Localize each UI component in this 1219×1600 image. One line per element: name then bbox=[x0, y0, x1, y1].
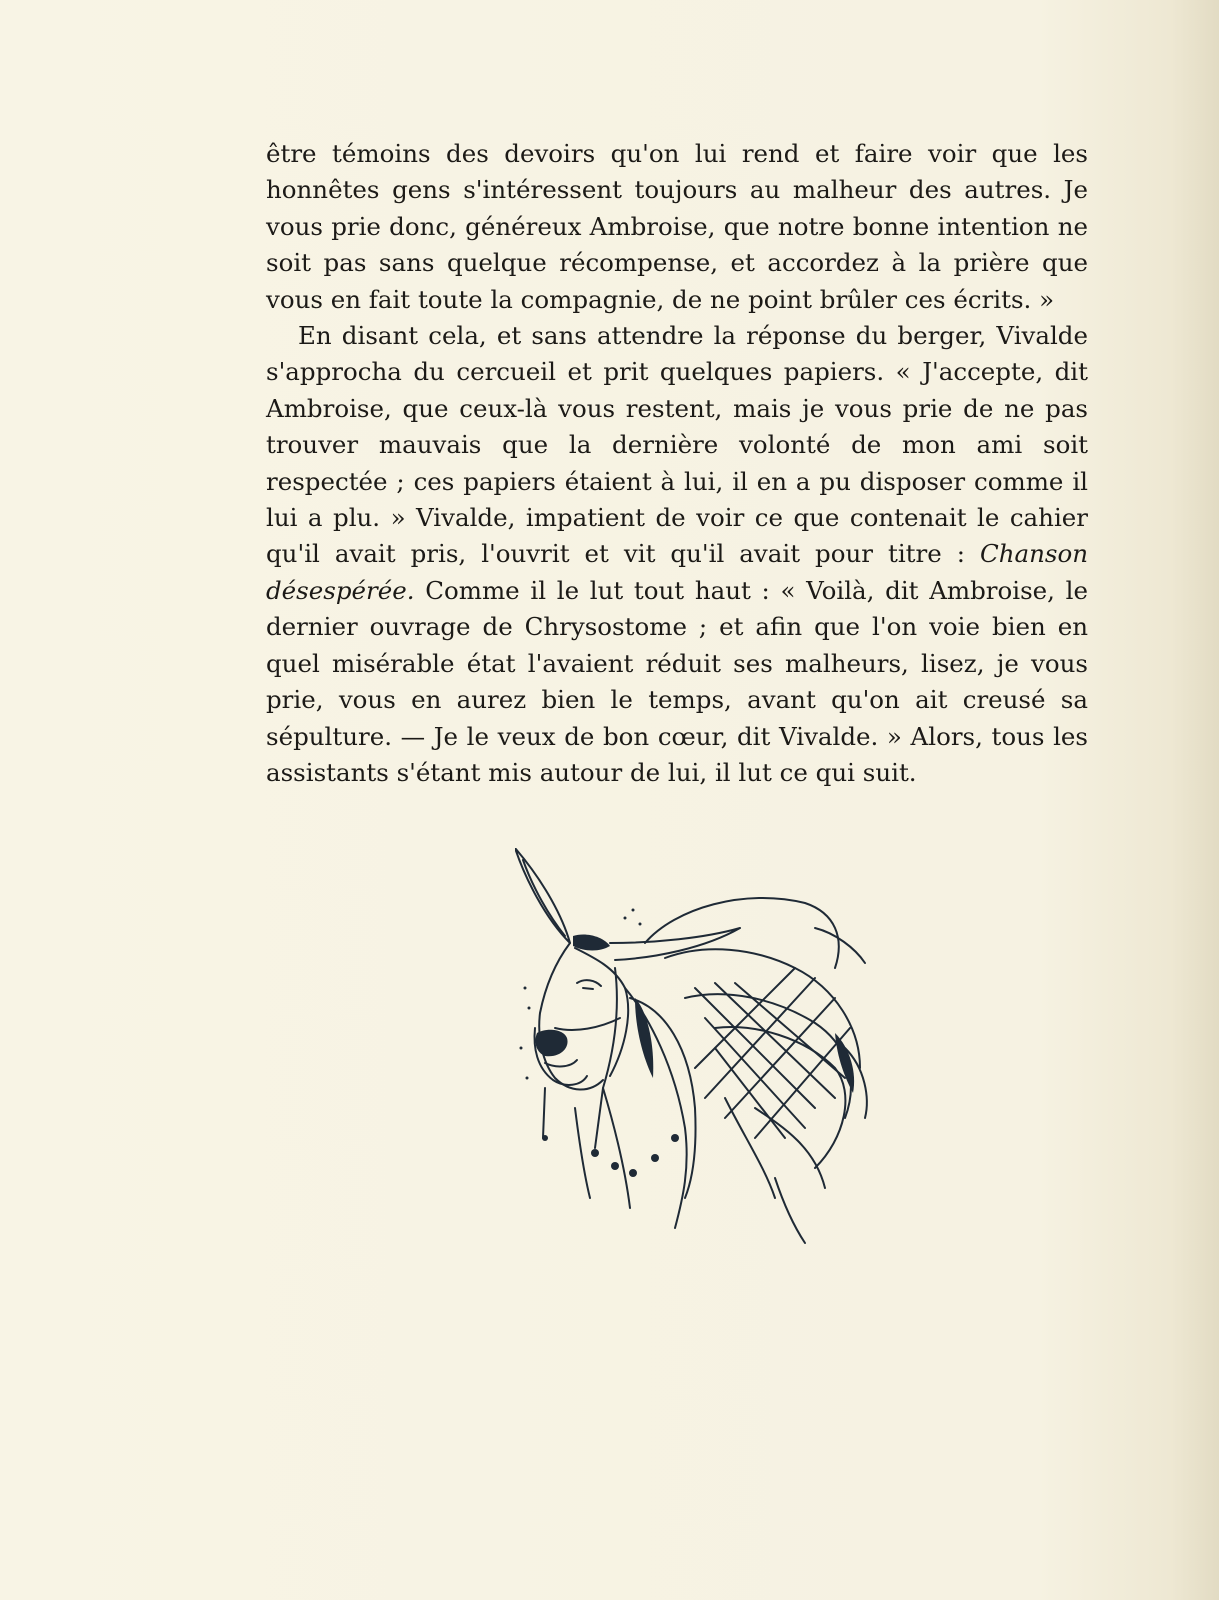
paragraph-text-end: Comme il le lut tout haut : « Voilà, dit Ambroise, le dernier ouvrage de Chrysostome ; et afin que l'on voie bien en quel misérable état l'avaient réduit ses malheurs, lisez, je vous prie, vous en aurez bien le temps, avant qu'on ait creusé sa sépulture. — Je le veux de bon cœur, dit Vivalde. » Alors, tous les assistants s'étant mis autour de lui, il lut ce qui suit. bbox=[266, 575, 1088, 787]
paragraph-text-start: En disant cela, et sans attendre la réponse du berger, Vivalde s'approcha du cercueil et prit quelques papiers. « J'accepte, dit Ambroise, que ceux-là vous restent, mais je vous prie de ne pas trouver mauvais que la dernière volonté de mon ami soit respectée ; ces papiers étaient à lui, il en a pu disposer comme il lui a plu. » Vivalde, impatient de voir ce que contenait le cahier qu'il avait pris, l'ouvrit et vit qu'il avait pour titre : bbox=[266, 321, 1088, 569]
donkey-with-pack-illustration bbox=[515, 848, 895, 1248]
paragraph-vivalde bbox=[266, 318, 1088, 791]
paragraph-continuation: être témoins des devoirs qu'on lui rend et faire voir que les honnêtes gens s'intéressent toujours au malheur des autres. Je vous prie donc, généreux Ambroise, que notre bonne intention ne soit pas sans quelque récompense, et accordez à la prière que vous en fait toute la compagnie, de ne point brûler ces écrits. » bbox=[266, 139, 1088, 314]
body-text bbox=[266, 136, 1088, 791]
song-title: Chanson désespérée. bbox=[266, 539, 1088, 605]
